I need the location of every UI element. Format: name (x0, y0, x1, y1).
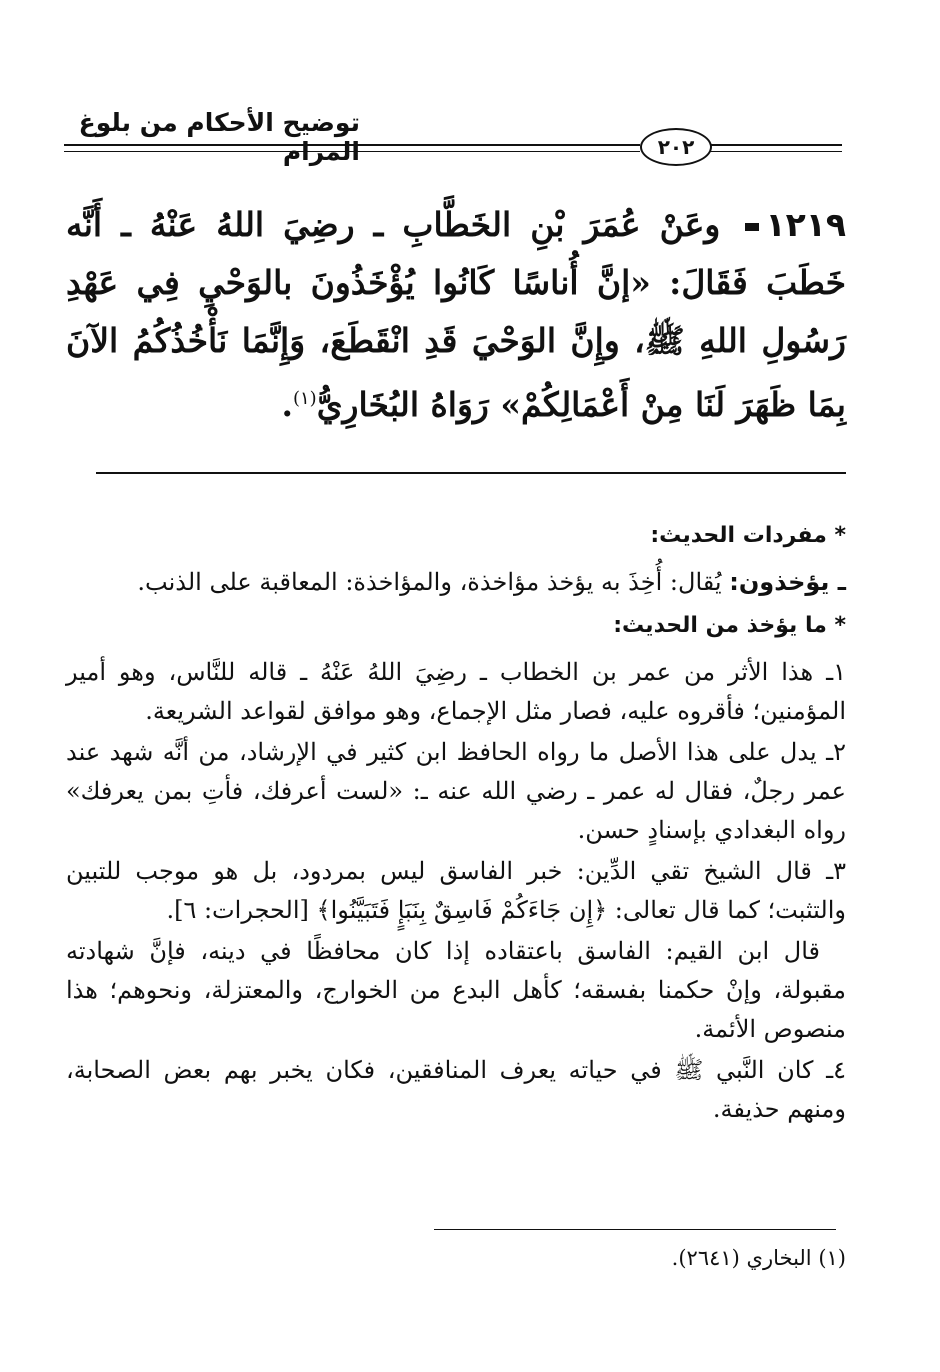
lesson-4: ٤ـ كان النَّبي ﷺ في حياته يعرف المنافقين، فكان يخبر بهم بعض الصحابة، ومنهم حذيفة. (66, 1056, 846, 1123)
hadith-text (66, 196, 846, 434)
hadith-end: . (281, 385, 293, 424)
header-rule-right-thin (708, 151, 842, 152)
header-rule-right (708, 144, 842, 146)
lesson-3-continuation: قال ابن القيم: الفاسق باعتقاده إذا كان محافظًا في دينه، فإنَّ شهادته مقبولة، وإنْ حكمنا بفسقه؛ كأهل البدع من الخوارج، والمعتزلة، ونحوهم؛ هذا منصوص الأئمة. (66, 937, 846, 1043)
vocab-term: ـ يؤخذون: (729, 568, 846, 596)
running-title: توضيح الأحكام من بلوغ المرام (78, 108, 360, 166)
lesson-3: ٣ـ قال الشيخ تقي الدِّين: خبر الفاسق ليس بمردود، بل هو موجب للتبين والتثبت؛ كما قال تعالى: ﴿إِن جَاءَكُمْ فَاسِقٌ بِنَبَإٍ فَتَبَيَّنُوا﴾ [الحجرات: ٦]. (66, 857, 846, 924)
lesson-2: ٢ـ يدل على هذا الأصل ما رواه الحافظ ابن كثير في الإرشاد، من أنَّه شهد عند عمر رجلٌ، فقال له عمر ـ رضي الله عنه ـ: «لست أعرفك، فأتِ بمن يعرفك» رواه البغدادي بإسنادٍ حسن. (66, 738, 846, 844)
lesson-1: ١ـ هذا الأثر من عمر بن الخطاب ـ رضِيَ اللهُ عَنْهُ ـ قاله للنَّاس، وهو أمير المؤمنين؛ فأقروه عليه، فصار مثل الإجماع، وهو موافق لقواعد الشريعة. (66, 658, 846, 725)
page-number: ٢٠٢ (640, 128, 712, 166)
header-rule-left (64, 144, 640, 146)
vocab-definition: يُقال: أُخِذَ به يؤخذ مؤاخذة، والمؤاخذة: المعاقبة على الذنب. (137, 568, 722, 596)
lessons-heading: * ما يؤخذ من الحديث: (613, 613, 846, 638)
hadith-body: وعَنْ عُمَرَ بْنِ الخَطَّابِ ـ رضِيَ اللهُ عَنْهُ ـ أَنَّه خَطَبَ فَقَالَ: «إنَّ أُناسًا كَانُوا يُؤْخَذُونَ بالوَحْيِ فِي عَهْدِ رَسُولِ اللهِ ﷺ، وإِنَّ الوَحْيَ قَدِ انْقَطَعَ، وَإِنَّمَا نَأْخُذُكُمُ الآنَ بِمَا ظَهَرَ لَنَا مِنْ أَعْمَالِكُمْ» رَوَاهُ البُخَارِيُّ (66, 205, 846, 424)
hadith-dash (745, 223, 759, 231)
footnote: (١) البخاري (٢٦٤١). (671, 1246, 846, 1270)
hadith-number: ١٢١٩ (765, 205, 847, 244)
footnote-rule (434, 1229, 836, 1230)
vocab-item (66, 563, 846, 602)
section-separator (96, 472, 846, 474)
commentary (66, 512, 846, 1131)
footnote-reference: (١) (292, 388, 317, 409)
header-rule-left-thin (64, 151, 640, 152)
vocab-heading: * مفردات الحديث: (650, 523, 846, 548)
